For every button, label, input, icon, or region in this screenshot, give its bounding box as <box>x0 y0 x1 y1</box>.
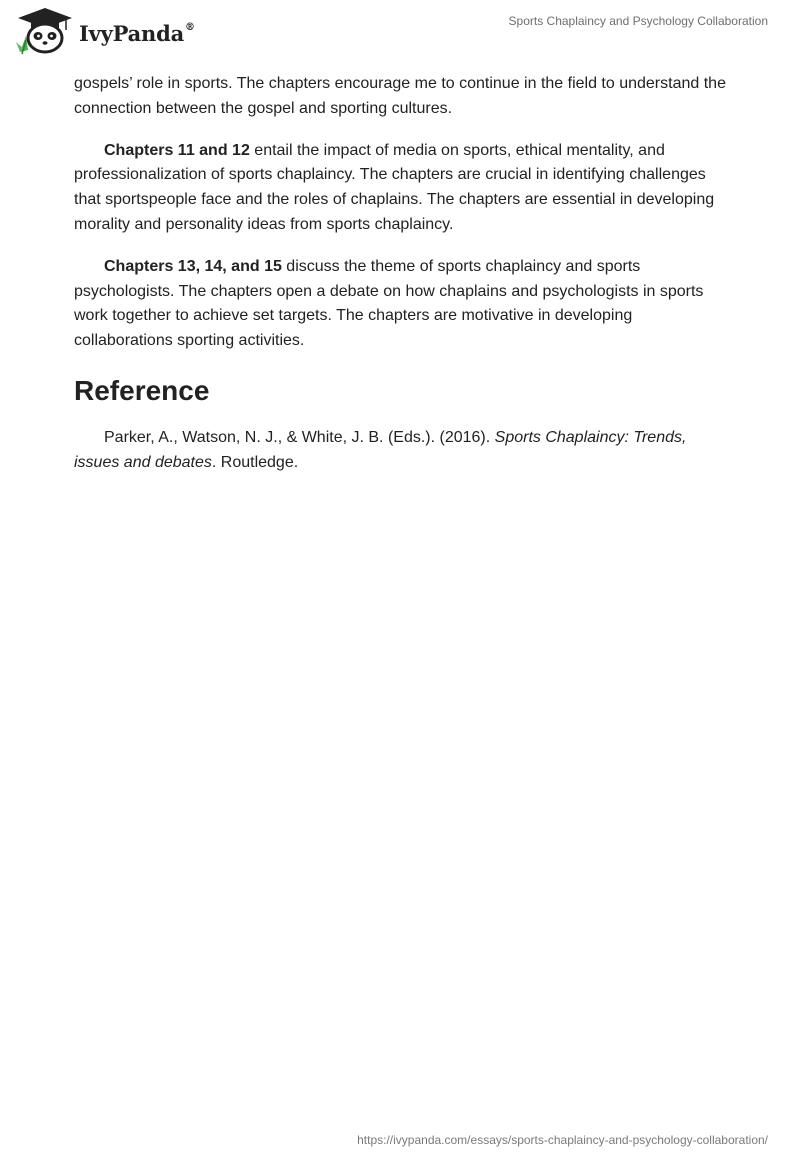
panda-graduation-cap-icon <box>14 6 76 56</box>
brand-name: IvyPanda® <box>79 20 195 46</box>
paragraph-chapters-13-15 <box>74 255 726 354</box>
essay-content <box>74 72 726 476</box>
document-title: Sports Chaplaincy and Psychology Collaboration <box>508 14 768 28</box>
paragraph-lead-bold: Chapters 11 and 12 <box>104 141 250 159</box>
ivypanda-logo[interactable] <box>14 6 195 56</box>
reference-entry <box>74 426 726 476</box>
source-url-link[interactable]: https://ivypanda.com/essays/sports-chaplaincy-and-psychology-collaboration/ <box>357 1133 768 1147</box>
reference-heading: Reference <box>74 374 210 406</box>
paragraph-text: discuss the theme of sports chaplaincy and sports psychologists. The chapters open a debate on how chaplains and psychologists in sports work together to achieve set targets. The chapters are motivative in developing collaborations sporting activities. <box>74 257 704 350</box>
reference-title: Sports Chaplaincy: Trends, issues and debates <box>74 428 687 471</box>
paragraph-chapters-11-12 <box>74 139 726 238</box>
page-header <box>0 0 800 62</box>
paragraph-lead-bold: Chapters 13, 14, and 15 <box>104 257 282 275</box>
paragraph-text: entail the impact of media on sports, ethical mentality, and professionalization of sports chaplaincy. The chapters are crucial in identifying challenges that sportspeople face and the roles of chaplains. The chapters are essential in developing morality and personality ideas from sports chaplaincy. <box>74 141 715 233</box>
reference-publisher: . Routledge. <box>211 453 299 471</box>
reference-authors: Parker, A., Watson, N. J., & White, J. B. (Eds.). (2016). <box>104 428 495 446</box>
paragraph-continuation: gospels’ role in sports. The chapters encourage me to continue in the field to understand the connection between the gospel and sporting cultures. <box>74 75 726 117</box>
